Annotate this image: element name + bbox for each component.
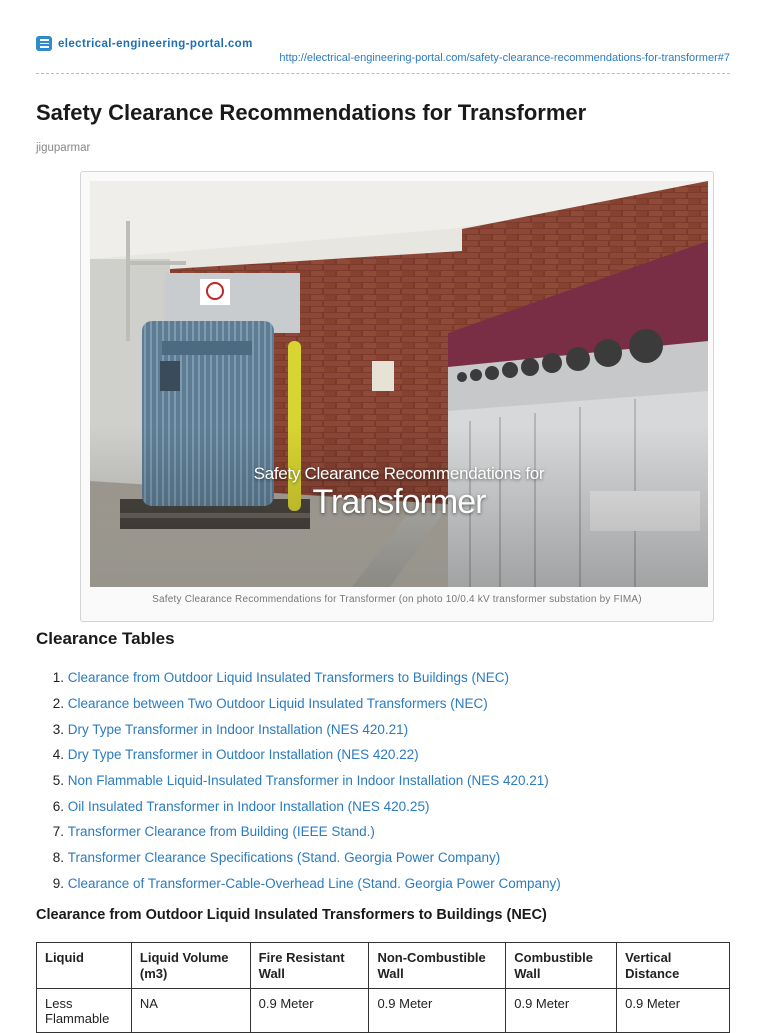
table-row	[37, 989, 730, 1033]
list-item	[36, 768, 561, 794]
site-branding[interactable]	[36, 36, 730, 51]
toc-link[interactable]: Clearance from Outdoor Liquid Insulated Transformers to Buildings (NEC)	[67, 670, 509, 686]
toc-link[interactable]: Transformer Clearance from Building (IEEE Stand.)	[67, 824, 375, 840]
article-title: Safety Clearance Recommendations for Transformer	[36, 100, 587, 125]
list-item	[36, 819, 561, 845]
article-author[interactable]: jiguparmar	[36, 142, 91, 154]
list-item-number: 4.	[52, 747, 64, 763]
list-item-number: 9.	[52, 875, 64, 891]
clearance-table	[36, 942, 730, 1033]
list-item	[36, 742, 561, 768]
site-logo-icon	[36, 36, 52, 51]
table-cell: 0.9 Meter	[617, 989, 730, 1033]
toc-link[interactable]: Non Flammable Liquid-Insulated Transformer in Indoor Installation (NES 420.21)	[67, 773, 549, 789]
table-cell: 0.9 Meter	[369, 989, 506, 1033]
page-url-link[interactable]: http://electrical-engineering-portal.com/safety-clearance-recommendations-for-transformer#7	[279, 52, 730, 64]
overlay-subtitle: Safety Clearance Recommendations for	[253, 464, 545, 483]
toc-link[interactable]: Dry Type Transformer in Indoor Installation (NES 420.21)	[67, 721, 409, 737]
list-item-number: 7.	[52, 824, 64, 840]
list-item-number: 1.	[52, 670, 64, 686]
figure-caption: Safety Clearance Recommendations for Transformer (on photo 10/0.4 kV transformer substation by FIMA)	[152, 594, 642, 605]
list-item	[36, 716, 561, 742]
list-item-number: 8.	[52, 850, 64, 866]
list-item	[36, 691, 561, 717]
list-item	[36, 845, 561, 871]
table-header-row	[37, 943, 730, 989]
featured-figure	[80, 171, 714, 622]
list-item-number: 5.	[52, 773, 64, 789]
toc-link[interactable]: Clearance of Transformer-Cable-Overhead Line (Stand. Georgia Power Company)	[67, 875, 561, 891]
column-header: Liquid Volume (m3)	[131, 943, 250, 989]
list-item-number: 3.	[52, 721, 64, 737]
list-item-number: 6.	[52, 798, 64, 814]
header-divider	[36, 73, 730, 74]
list-item	[36, 665, 561, 691]
clearance-tables-heading: Clearance Tables	[36, 629, 175, 648]
list-item-number: 2.	[52, 696, 64, 712]
table-cell: Less Flammable	[37, 989, 132, 1033]
table-cell: NA	[131, 989, 250, 1033]
clearance-tables-list	[36, 665, 561, 896]
list-item	[36, 793, 561, 819]
toc-link[interactable]: Clearance between Two Outdoor Liquid Insulated Transformers (NEC)	[67, 696, 488, 712]
photo-overlay	[90, 181, 708, 587]
toc-link[interactable]: Oil Insulated Transformer in Indoor Installation (NES 420.25)	[67, 798, 430, 814]
table-cell: 0.9 Meter	[250, 989, 369, 1033]
site-name[interactable]: electrical-engineering-portal.com	[58, 37, 253, 50]
table-cell: 0.9 Meter	[506, 989, 617, 1033]
table1-heading: Clearance from Outdoor Liquid Insulated Transformers to Buildings (NEC)	[36, 907, 547, 923]
column-header: Combustible Wall	[506, 943, 617, 989]
column-header: Non-Combustible Wall	[369, 943, 506, 989]
overlay-title: Transformer	[312, 483, 486, 521]
column-header: Fire Resistant Wall	[250, 943, 369, 989]
toc-link[interactable]: Transformer Clearance Specifications (Stand. Georgia Power Company)	[67, 850, 501, 866]
column-header: Liquid	[37, 943, 132, 989]
page-header	[36, 36, 730, 64]
column-header: Vertical Distance	[617, 943, 730, 989]
list-item	[36, 871, 561, 897]
toc-link[interactable]: Dry Type Transformer in Outdoor Installation (NES 420.22)	[67, 747, 419, 763]
